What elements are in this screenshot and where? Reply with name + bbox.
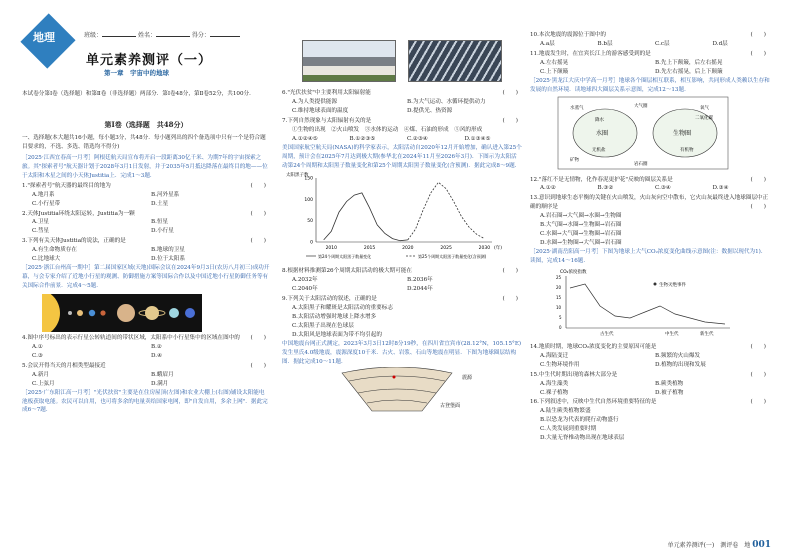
answer-option: D.小行星 (151, 228, 174, 235)
question-text (530, 50, 770, 59)
y-tick-label: 150 (304, 176, 313, 182)
era-label: 新生代 (700, 331, 714, 337)
page-title: 单元素养测评（一） (86, 53, 213, 68)
question-item (22, 182, 270, 209)
question-item (282, 117, 522, 144)
answer-option: B.2036年 (407, 277, 433, 284)
earth-layer-figure (282, 367, 512, 413)
answer-option: B.蕨类植物 (655, 380, 684, 387)
question-block (530, 176, 770, 249)
class-field-label: 班级： (84, 32, 103, 39)
question-stem: 12."落红不是无情物，化作春泥更护花"反映的圈层关系是 (530, 176, 673, 183)
question-stem: 4.图中序号标出的表示行星公转轨道间的带状区域，太阳系中小行星集中的区域在图中的 (22, 334, 240, 341)
option-group (32, 218, 270, 236)
x-unit-label: (年) (494, 246, 503, 252)
era-label: 中生代 (665, 331, 679, 337)
series-line (324, 193, 408, 241)
sphere-label: 氧气 (700, 105, 709, 111)
answer-paren: ( ) (750, 399, 766, 406)
legend-label: 第25个周期太阳黑子数量变化(含预测) (418, 254, 487, 260)
answer-paren: ( ) (250, 238, 266, 245)
legend-label: 第24个周期太阳黑子数量变化 (318, 254, 372, 260)
answer-option: C.生物环境作用 (540, 361, 580, 368)
answer-option: D.植物的出现和发展 (655, 361, 706, 368)
x-tick-label: 2015 (363, 246, 376, 252)
answer-option: B.地球的卫星 (151, 247, 185, 254)
nasa-source: 美国国家航空航天局(NASA)的科学家表示，太阳活动自2020年12月开始增加，确认进入第25个周期，预计会在2025年7月达到极大期(参华北在2024年11月至2026年3月)．下图示为太阳活动第24个周期和太阳黑子数量变化和第25个周期太阳黑子数量变化(含预测)．据此完成8～9题． (282, 144, 522, 169)
x-tick-label: 2010 (325, 246, 338, 252)
rooftop-solar-photo (302, 40, 396, 82)
answer-option: D.土星 (151, 200, 169, 207)
question-text (282, 117, 522, 126)
question-item (282, 89, 522, 116)
question-item (22, 210, 270, 237)
co2-legend: 生物灭绝事件 (659, 282, 686, 288)
question-item (530, 194, 770, 248)
question-block (282, 267, 522, 340)
answer-option: A.① (32, 343, 43, 350)
answer-option: B.太阳活动增强时地球上降水增多 (292, 314, 377, 321)
question-item (22, 237, 270, 264)
question-text (22, 182, 270, 191)
answer-option: D.满月 (151, 380, 169, 387)
legend-dot (654, 282, 657, 285)
planet-shape (117, 304, 135, 322)
page-footer (668, 540, 771, 550)
planet-shape (68, 311, 72, 315)
option-group (32, 343, 270, 361)
answer-option: C.上下颠簸 (540, 68, 569, 75)
co2-curve (570, 284, 725, 324)
question-text (22, 210, 270, 219)
question-stem: 10.本次地震的震源位于图中的 (530, 32, 607, 38)
question-stem: 3.下列有关天体Justitia的说法，正确的是 (22, 238, 126, 245)
answer-option: D.被子植物 (655, 389, 684, 396)
answer-option: A.有生命物质存在 (32, 247, 77, 254)
co2-ytick: 5 (559, 314, 562, 320)
answer-option: C.彗星 (32, 228, 50, 235)
answer-option: A.①② (540, 185, 556, 192)
question-stem: 5.会议开得当天的月相类型最接近 (22, 362, 106, 369)
answer-option: B.河外星系 (151, 191, 180, 198)
question-stem: 7.下列自然现象与太阳辐射有关的是 (282, 117, 372, 124)
answer-paren: ( ) (250, 182, 266, 189)
answer-option: C.③④ (655, 185, 671, 192)
answer-option: A.地月系 (32, 191, 55, 198)
sphere-label: 无机盐 (592, 147, 606, 153)
answer-option: D.大量无脊椎动物出现在地球表层 (540, 435, 625, 442)
student-fields (84, 30, 240, 39)
option-group (292, 135, 522, 144)
answer-option: C.c层 (655, 40, 670, 47)
question-item (22, 362, 270, 389)
question-stem: 1."探索者号"航天器的最终目的地为 (22, 182, 111, 189)
answer-option: A.新月 (32, 371, 50, 378)
answer-option: C.②③④ (407, 135, 428, 142)
answer-paren: ( ) (250, 362, 266, 369)
x-tick-label: 2025 (440, 246, 452, 252)
question-block (282, 89, 522, 144)
answer-option: D.提供光、热资源 (407, 107, 453, 114)
x-tick-label: 2020 (402, 246, 414, 252)
answer-paren: ( ) (750, 176, 766, 183)
option-group (540, 59, 770, 77)
y-tick-label: 0 (310, 240, 313, 246)
option-group (292, 98, 522, 116)
question-item (530, 176, 770, 194)
answer-option: B.b层 (597, 40, 613, 47)
co2-ytick: 20 (556, 284, 562, 290)
planet-shape (89, 310, 95, 316)
question-block (530, 31, 770, 77)
option-group (540, 184, 770, 193)
question-block (22, 334, 270, 389)
answer-option: D.2044年 (407, 286, 433, 293)
section-title: 第Ⅰ卷（选择题 共48分） (104, 120, 188, 129)
sunspot-chart (282, 170, 512, 262)
answer-option: B.蛾眉月 (151, 371, 174, 378)
answer-option: C.比地球大 (32, 256, 61, 263)
answer-option: B.先上下颠簸，后左右摇晃 (655, 59, 723, 66)
answer-option: D.位于太阳系 (151, 256, 186, 263)
answer-option: A.海生藻类 (540, 380, 569, 387)
question-item (530, 50, 770, 77)
sphere-label: 二氧化碳 (695, 115, 713, 121)
answer-option: B.大气圈→水圈→生物圈→岩石圈 (540, 222, 622, 229)
answer-paren: ( ) (750, 343, 766, 350)
question-text (22, 237, 270, 246)
question-text (22, 362, 270, 371)
score-field-label: 得分： (191, 32, 210, 39)
question-item (22, 334, 270, 361)
sphere-label: 有机物 (680, 147, 694, 153)
era-label: 古生代 (600, 331, 614, 337)
option-group (540, 40, 770, 49)
answer-option: A.岩石圈→大气圈→水圈→生物圈 (540, 213, 622, 220)
y-tick-label: 50 (307, 219, 313, 225)
option-group (540, 352, 770, 370)
question-stem: 13.意识到地球生态平衡的关键在火山喷发，火山灰向空中散布，它火山灰最终进入地球圈层中正确的顺序是 (530, 195, 769, 211)
sphere-label: 降水 (595, 117, 604, 123)
answer-option: D.d层 (712, 40, 728, 47)
co2-ytick: 25 (556, 274, 562, 280)
biosphere-label: 生物圈 (673, 129, 692, 137)
footer-text: 单元素养测评(一) 测评卷 地 (667, 542, 751, 549)
answer-option: A.卫星 (32, 219, 50, 226)
sphere-label: 大气圈 (634, 103, 648, 109)
answer-option: B.频繁的火山爆发 (655, 352, 701, 359)
answer-option: A.太阳黑子和耀斑是太阳活动的重要标志 (292, 305, 393, 312)
planet-shape (145, 306, 159, 320)
question-item (530, 398, 770, 443)
column-3 (530, 0, 770, 443)
answer-option: C.裸子植物 (540, 389, 569, 396)
answer-paren: ( ) (250, 334, 266, 341)
greenhouse-solar-photo (408, 40, 502, 82)
focus-label: 震源 (462, 374, 473, 381)
co2-figure (530, 266, 750, 338)
answer-option: C.维持地球表面的温度 (292, 107, 349, 114)
instruction: 一、选择题(本大题共16小题，每小题3分，共48分．每小题列出的四个备选项中只有一个是符合题目要求的，不选、多选、错选均不得分) (22, 135, 266, 150)
planet-shape (185, 308, 195, 318)
option-group (32, 191, 270, 209)
gutenberg-label: 古登堡面 (440, 402, 461, 409)
source-3: ［2025·广东阳江高一月考］"光伏扶贫"主要是在住房屋顶(左图)和农业大棚上(右图)铺设太阳能电池板获取电能。农民可以自用，也可将多余的电量卖给国家电网，即"自发自用，多余上网"．据此完成6～7题． (22, 389, 268, 414)
subject-badge: 地理 (20, 13, 75, 68)
planet-shape (100, 310, 105, 315)
answer-option: A.①②④⑤ (292, 135, 318, 142)
question-item (282, 295, 522, 340)
answer-option: A.海陆变迁 (540, 352, 569, 359)
co2-ytick: 0 (559, 324, 562, 330)
focus-point (393, 375, 396, 378)
sphere-label: 岩石圈 (634, 161, 648, 167)
y-axis-label: 太阳黑子数 (286, 173, 309, 179)
answer-paren: ( ) (750, 32, 766, 38)
sphere-label: 水蒸气 (570, 105, 584, 111)
answer-paren: ( ) (502, 90, 518, 96)
sphere-source: ［2025·黑龙江大庆中学高一月考］地球各个圈层相互联系，相互影响，共同形成人类赖以生存和发展的自然环境．读地球四大圈层关系示意图，完成12～13题． (530, 77, 770, 93)
question-text (22, 334, 270, 343)
question-item (282, 267, 522, 294)
source-2: ［2025·浙江台州高一期中］第二届国家区域(天地)国际会议在2024年9月3日(农历八月初三)成功开幕，与会专家介绍了近地小行星的观测、防御措施方案等国际合作以及中国近地小行星防御任务等有关国际合作前景．完成4～5题． (22, 265, 270, 289)
y-tick-label: 100 (304, 198, 313, 204)
answer-option: C.太阳黑子出现在色球层 (292, 323, 354, 329)
answer-option: A.左右摇晃 (540, 59, 569, 66)
answer-option: D.④ (151, 352, 163, 359)
option-group (32, 371, 270, 389)
answer-option: D.①③④⑤ (464, 135, 491, 142)
answer-option: B.以恐龙为代表的爬行动物盛行 (540, 417, 619, 424)
question-text (530, 176, 770, 185)
source-1: ［2025·江西宜春高一月考］阿根廷航天局宣布将开启一段距离30亿千米、为期7年的宇宙探索之旅。其"探索者号"航天器计划于2028年3月1日发射，并于2035年5月抵达降落在最终目的地——位于太阳和木星之间的小天体Justitia上．完成1～3题． (22, 154, 268, 179)
question-block (22, 182, 270, 264)
question-extra: ①生物的出现 ②火山喷发 ③水体的运动 ④煤、石油的形成 ⑤风的形成 (292, 126, 483, 133)
answer-paren: ( ) (250, 210, 266, 217)
sun-shape (42, 294, 60, 332)
answer-option: D.水圈→生物圈→大气圈→岩石圈 (540, 240, 622, 247)
answer-option: B.为大气运动、水循环提供动力 (407, 98, 486, 105)
hydrosphere-label: 水圈 (596, 129, 609, 137)
planet-shape (169, 308, 179, 318)
question-stem: 2.天体Justitia环绕太阳运转，Justitia为一颗 (22, 210, 135, 217)
planets-svg (42, 294, 202, 332)
answer-option: A.2032年 (292, 277, 318, 284)
answer-option: C.人类发展到重要时期 (540, 426, 597, 433)
answer-option: B.③② (597, 185, 614, 192)
answer-option: D.太阳风是地球表面为带不均引起的 (292, 331, 382, 338)
answer-option: C.2040年 (292, 286, 318, 293)
planet-shape (77, 310, 83, 316)
sphere-label: 矿物 (570, 157, 579, 163)
question-item (530, 371, 770, 398)
page-subtitle: 第一章 宇宙中的地球 (104, 69, 169, 77)
answer-option: C.③ (32, 352, 43, 359)
question-text (282, 267, 522, 276)
option-group (292, 304, 522, 340)
option-group (540, 212, 770, 248)
option-group (292, 276, 522, 294)
answer-option: D.先左右摇晃，后上下颠簸 (655, 68, 723, 75)
co2-ytick: 10 (556, 304, 562, 310)
question-text (282, 295, 522, 304)
question-text (530, 343, 770, 352)
column-1 (22, 134, 270, 415)
planet-orbit-figure (42, 294, 202, 332)
answer-paren: ( ) (750, 371, 766, 378)
question-text (530, 398, 770, 407)
co2-source: ［2025·湖南岳阳高一月考］下图为地球上大气CO₂浓度变化曲线示意图(注：数据以现代为1)．读图，完成14～16题． (530, 249, 767, 264)
question-stem: 9.下列关于太阳活动的叙述，正确的是 (282, 296, 377, 303)
answer-option: B.①②③⑤ (349, 135, 376, 142)
answer-option: D.③④ (712, 185, 729, 192)
answer-paren: ( ) (502, 268, 518, 275)
question-text (282, 89, 522, 98)
co2-ytick: 15 (556, 294, 562, 300)
answer-option: B.② (151, 343, 162, 350)
intro-text: 本试卷分第Ⅰ卷（选择题）和第Ⅱ卷（非选择题）两部分．第Ⅰ卷48分，第Ⅱ卷52分，共100分． (22, 91, 255, 97)
question-stem: 11.地震发生时，在宜宾长江上的游客感受到的是 (530, 50, 651, 57)
answer-option: A.为人类提供能源 (292, 98, 337, 105)
sphere-relation-figure (530, 95, 750, 171)
page-number: 001 (752, 540, 771, 550)
option-group (540, 380, 770, 398)
quake-source: 中国地震台网正式测定，2023年3月3日12时8分19秒，在四川省宜宾市(28.12°N，105.15°E)发生里氏4.0级地震，震源深度10千米．古火、岩浆、石山等地震在明显．下图为地球圈层结构图．据此完成10～11题． (282, 340, 522, 365)
answer-paren: ( ) (750, 50, 766, 57)
question-block (530, 343, 770, 443)
question-item (530, 343, 770, 370)
option-group (32, 246, 270, 264)
question-stem: 14.地质时期，地球CO₂浓度变化的主要原因可能是 (530, 343, 657, 350)
option-group (540, 407, 770, 443)
co2-ylabel: CO₂浓度指数 (560, 269, 587, 275)
name-field-label: 姓名： (137, 32, 156, 39)
answer-option: B.恒星 (151, 219, 169, 226)
x-tick-label: 2030 (478, 246, 491, 252)
question-stem: 6."光伏扶贫"中主要利用太阳辐射能 (282, 90, 371, 96)
question-text (530, 371, 770, 380)
answer-option: C.水圈→大气圈→生物圈→岩石圈 (540, 231, 622, 238)
answer-paren: ( ) (750, 204, 766, 211)
answer-option: C.上弦月 (32, 380, 55, 387)
answer-option: A.a层 (540, 40, 555, 47)
question-stem: 8.根据材料推测第26个周期太阳活动的极大期可能在 (282, 268, 412, 275)
answer-option: A.陆生蕨类植物繁盛 (540, 408, 591, 415)
answer-paren: ( ) (502, 117, 518, 124)
question-stem: 16.下列叙述中，反映中生代自然环境重要特征的是 (530, 399, 657, 406)
question-text (530, 194, 770, 212)
answer-option: C.小行星带 (32, 200, 61, 207)
question-text (530, 31, 770, 40)
series-line (408, 183, 485, 241)
answer-paren: ( ) (502, 296, 518, 303)
column-2 (282, 0, 522, 417)
question-stem: 15.中生代时期出现的森林大部分是 (530, 371, 618, 378)
question-item (530, 31, 770, 49)
